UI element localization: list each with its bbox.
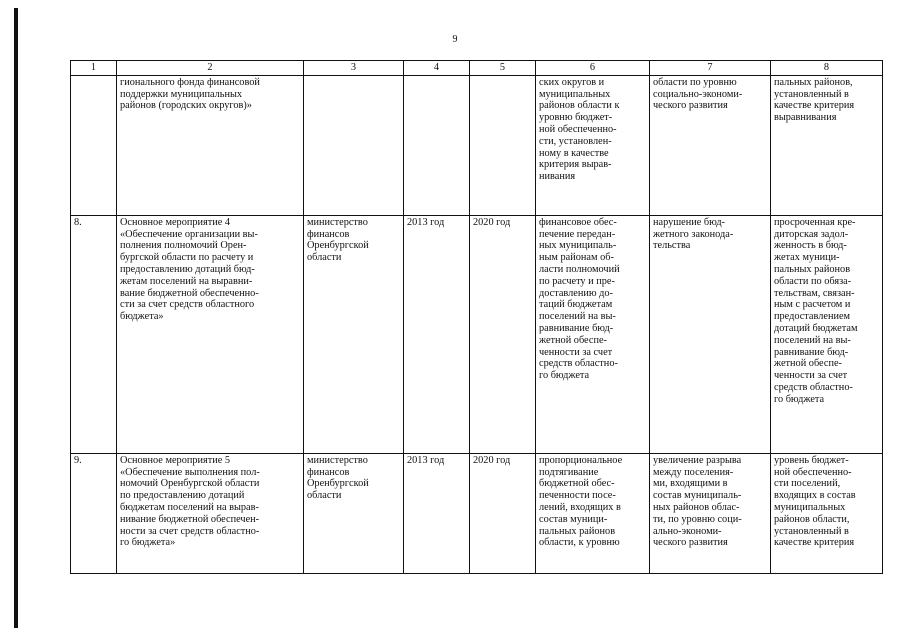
measure-name-cell: Основное мероприятие 5 «Обеспечение выполнения пол- номочий Оренбургской области по предоставлению дотаций бюджетам поселений на вырав- нивание бюджетной обеспечен- ности за счет средств областно- го бюджета» bbox=[117, 453, 304, 573]
column-header: 5 bbox=[470, 61, 536, 76]
left-margin-bar bbox=[14, 8, 18, 628]
expected-result-cell: финансовое обес- печение передан- ных муниципаль- ным районам об- ласти полномочий по расчету и пре- доставлению до- таций бюджетам поселений на вы- равнивание бюд- жетной обеспе- ченности за счет средств областно- го бюджета bbox=[536, 215, 650, 453]
table-row bbox=[71, 215, 883, 453]
consequences-cell: увеличение разрыва между поселения- ми, входящими в состав муниципаль- ных районов облас- ти, по уровню соци- ально-экономи- ческого развития bbox=[650, 453, 771, 573]
end-year-cell: 2020 год bbox=[470, 453, 536, 573]
column-header: 8 bbox=[771, 61, 883, 76]
table-row bbox=[71, 453, 883, 573]
program-measures-table bbox=[70, 60, 883, 574]
measure-name-cell: Основное мероприятие 4 «Обеспечение организации вы- полнения полномочий Орен- бургской области по расчету и предоставлению дотаций бюд- жетам поселений на выравни- вание бюджетной обеспеченно- сти за счет средств областного бюджета» bbox=[117, 215, 304, 453]
column-header: 6 bbox=[536, 61, 650, 76]
column-header: 7 bbox=[650, 61, 771, 76]
executor-cell bbox=[304, 75, 404, 215]
executor-cell: министерство финансов Оренбургской области bbox=[304, 453, 404, 573]
executor-cell: министерство финансов Оренбургской области bbox=[304, 215, 404, 453]
page-number: 9 bbox=[452, 34, 458, 45]
expected-result-cell: пропорциональное подтягивание бюджетной обес- печенности посе- лений, входящих в состав муници- пальных районов области, к уровню bbox=[536, 453, 650, 573]
table-row bbox=[71, 75, 883, 215]
row-number bbox=[71, 75, 117, 215]
column-header: 4 bbox=[404, 61, 470, 76]
indicator-link-cell: пальных районов, установленный в качестве критерия выравнивания bbox=[771, 75, 883, 215]
start-year-cell bbox=[404, 75, 470, 215]
start-year-cell: 2013 год bbox=[404, 453, 470, 573]
column-header: 2 bbox=[117, 61, 304, 76]
end-year-cell bbox=[470, 75, 536, 215]
start-year-cell: 2013 год bbox=[404, 215, 470, 453]
consequences-cell: нарушение бюд- жетного законода- тельства bbox=[650, 215, 771, 453]
indicator-link-cell: просроченная кре- диторская задол- женность в бюд- жетах муници- пальных районов области по обяза- тельствам, связан- ным с расчетом и предоставлением дотаций бюджетам поселений на вы- равнивание бюд- жетной обеспе- ченности за счет средств областно- го бюджета bbox=[771, 215, 883, 453]
end-year-cell: 2020 год bbox=[470, 215, 536, 453]
column-header: 1 bbox=[71, 61, 117, 76]
expected-result-cell: ских округов и муниципальных районов области к уровню бюджет- ной обеспеченно- сти, установлен- ному в качестве критерия вырав- нивания bbox=[536, 75, 650, 215]
row-number: 8. bbox=[71, 215, 117, 453]
measure-name-cell: гионального фонда финансовой поддержки муниципальных районов (городских округов)» bbox=[117, 75, 304, 215]
column-header: 3 bbox=[304, 61, 404, 76]
row-number: 9. bbox=[71, 453, 117, 573]
consequences-cell: области по уровню социально-экономи- ческого развития bbox=[650, 75, 771, 215]
header-row bbox=[71, 61, 883, 76]
indicator-link-cell: уровень бюджет- ной обеспеченно- сти поселений, входящих в состав муниципальных районов области, установленный в качестве критерия bbox=[771, 453, 883, 573]
